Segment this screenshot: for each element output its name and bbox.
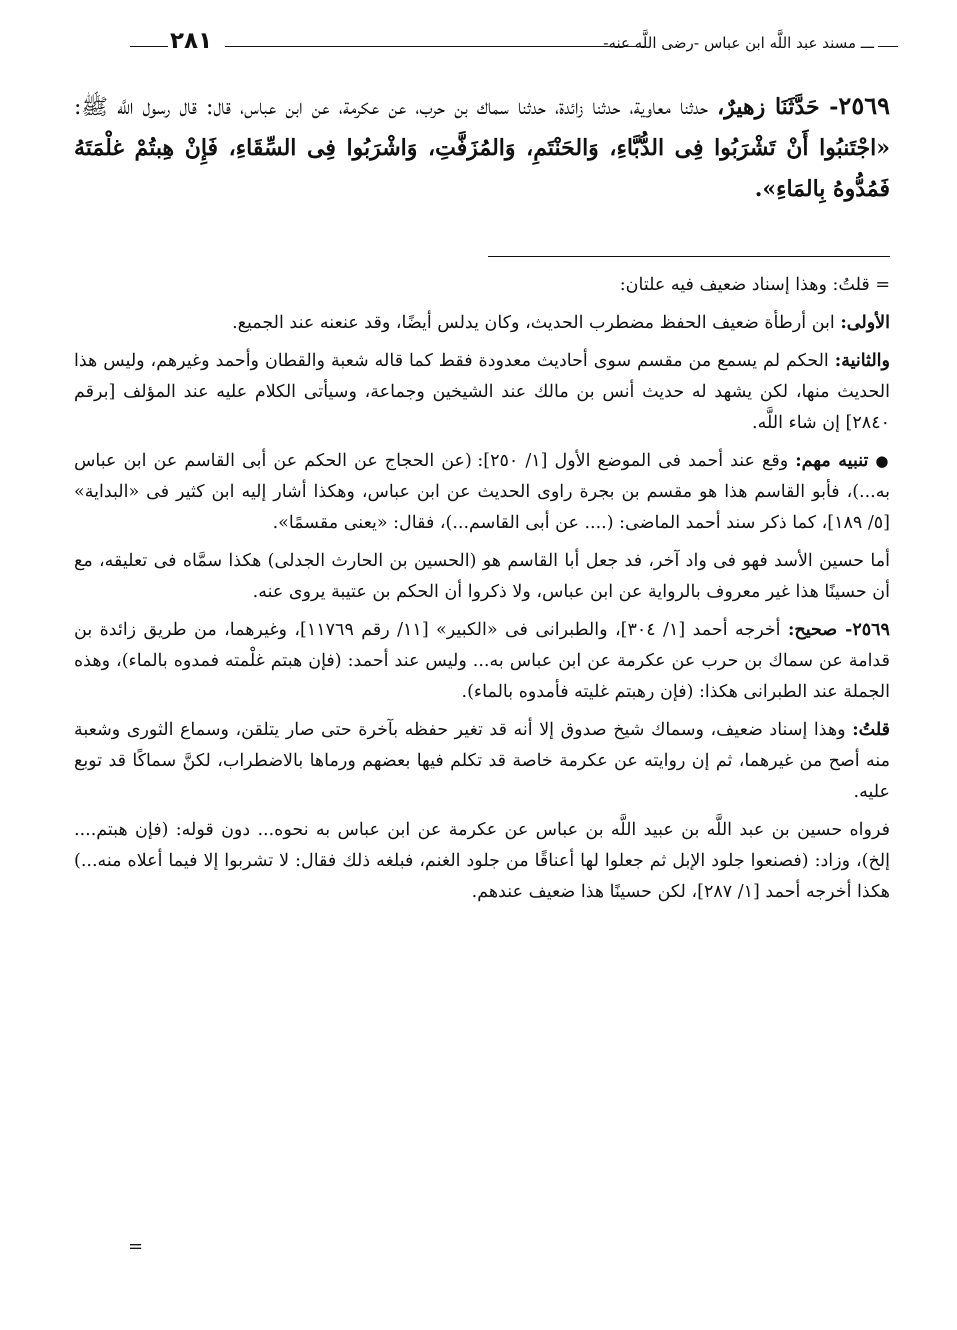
hadith-lead: - حَدَّثَنَا زهيرٌ، xyxy=(717,94,839,120)
note-corroboration: فرواه حسين بن عبد اللَّه بن عبيد اللَّه بن عباس عن عكرمة عن ابن عباس به نحوه... دون قوله: (فإن هبتم.... إلخ)، وزاد: (فصنعوا جلود الإبل ثم جعلوا لها أعناقًا من جلود الغنم، فبلغه ذلك فقال: لا تشربوا إلا فيما أعلاه منه...) هكذا أخرجه أحمد [١/ ٢٨٧]، لكن حسينًا هذا ضعيف عندهم. xyxy=(74,820,890,902)
bullet-icon: ● xyxy=(875,452,890,470)
running-header xyxy=(70,30,890,64)
note-important-text: وقع عند أحمد فى الموضع الأول [١/ ٢٥٠]: (عن الحجاج عن الحكم عن أبى القاسم عن ابن عباس به...)، فأبو القاسم هذا هو مقسم بن بجرة راوى الحديث عن ابن عباس، وهكذا أشار إليه ابن كثير فى «البداية» [٥/ ١٨٩]، كما ذكر سند أحمد الماضى: (.... عن أبى القاسم...)، فقال: «يعنى مقسمًا». xyxy=(74,451,890,533)
hadith-number: ٢٥٦٩ xyxy=(838,91,890,120)
note-first-label: الأولى: xyxy=(840,313,890,333)
footnote-separator xyxy=(488,256,890,257)
note-husayn: أما حسين الأسد فهو فى واد آخر، فد جعل أبا القاسم هو (الحسين بن الحارث الجدلى) هكذا سمَّاه فى تعليقه، مع أن حسينًا هذا غير معروف بالرواية عن ابن عباس، ولا ذكروا أن الحكم بن عتيبة يروى عنه. xyxy=(74,551,890,602)
note-takhrij-label: ٢٥٦٩- صحيح: xyxy=(787,620,890,640)
note-important xyxy=(74,446,890,539)
note-second-text: الحكم لم يسمع من مقسم سوى أحاديث معدودة فقط كما قاله شعبة والقطان وأحمد وغيرهم، وليس هذا الحديث منها، لكن يشهد له حديث أنس بن مالك عند الشيخين وجماعة، وسيأتى الكلام عليه عند المؤلف [برقم ٢٨٤٠] إن شاء اللَّه. xyxy=(74,351,890,433)
note-intro: = قلتُ: وهذا إسناد ضعيف فيه علتان: xyxy=(619,275,890,295)
header-rule-far-left xyxy=(130,46,168,47)
header-rule-right xyxy=(878,46,898,47)
note-grading-text: وهذا إسناد ضعيف، وسماك شيخ صدوق إلا أنه قد تغير حفظه بآخرة حتى صار يتلقن، وسماع الثورى وشعبة منه أصح من غيرهما، ثم إن روايته عن عكرمة خاصة قد تكلم فيها بعضهم ورماها بالاضطراب، لكنَّ سماكًا قد توبع عليه. xyxy=(74,720,890,802)
page-number: ٢٨١ xyxy=(170,28,213,54)
hadith-matn: «اجْتَنبُوا أَنْ تَشْرَبُوا فِى الدُّبَّاءِ، وَالحَنْتَمِ، وَالمُزَفَّتِ، وَاشْرَبُوا فِى السِّقَاءِ، فَإِنْ هِبتُمْ غلْمَتَهُ فَمُدُّوهُ بِالمَاءِ». xyxy=(74,135,890,202)
footnotes xyxy=(74,270,890,915)
note-first-defect xyxy=(74,308,890,339)
note-important-label: تنبيه مهم: xyxy=(795,451,869,471)
note-first-text: ابن أرطأة ضعيف الحفظ مضطرب الحديث، وكان يدلس أيضًا، وقد عنعنه عند الجميع. xyxy=(232,313,841,333)
note-second-defect xyxy=(74,346,890,439)
note-grading-label: قلتُ: xyxy=(852,720,890,740)
continuation-mark: = xyxy=(128,1236,144,1257)
note-grading xyxy=(74,715,890,808)
note-second-label: والثانية: xyxy=(834,351,890,371)
header-rule-left xyxy=(225,46,645,47)
note-takhrij-text: أخرجه أحمد [١/ ٣٠٤]، والطبرانى فى «الكبير» [١١/ رقم ١١٧٦٩]، وغيرهما، من طريق زائدة بن قدامة عن سماك بن حرب عن عكرمة عن ابن عباس به... وليس عند أحمد: (فإن هبتم غلْمته فمدوه بالماء)، وهذه الجملة عند الطبرانى هكذا: (فإن رهبتم غليته فأمدوه بالماء). xyxy=(74,620,890,702)
hadith-isnad: حدثنا معاوية، حدثنا زائدة، حدثنا سماك بن حرب، عن عكرمة، عن ابن عباس، قال: قال رسول اللَّه ﷺ: xyxy=(74,95,718,120)
header-title: ـــ مسند عبد اللَّه ابن عباس -رضى اللَّه عنه- xyxy=(603,34,874,52)
note-takhrij xyxy=(74,615,890,708)
main-hadith xyxy=(74,86,890,210)
